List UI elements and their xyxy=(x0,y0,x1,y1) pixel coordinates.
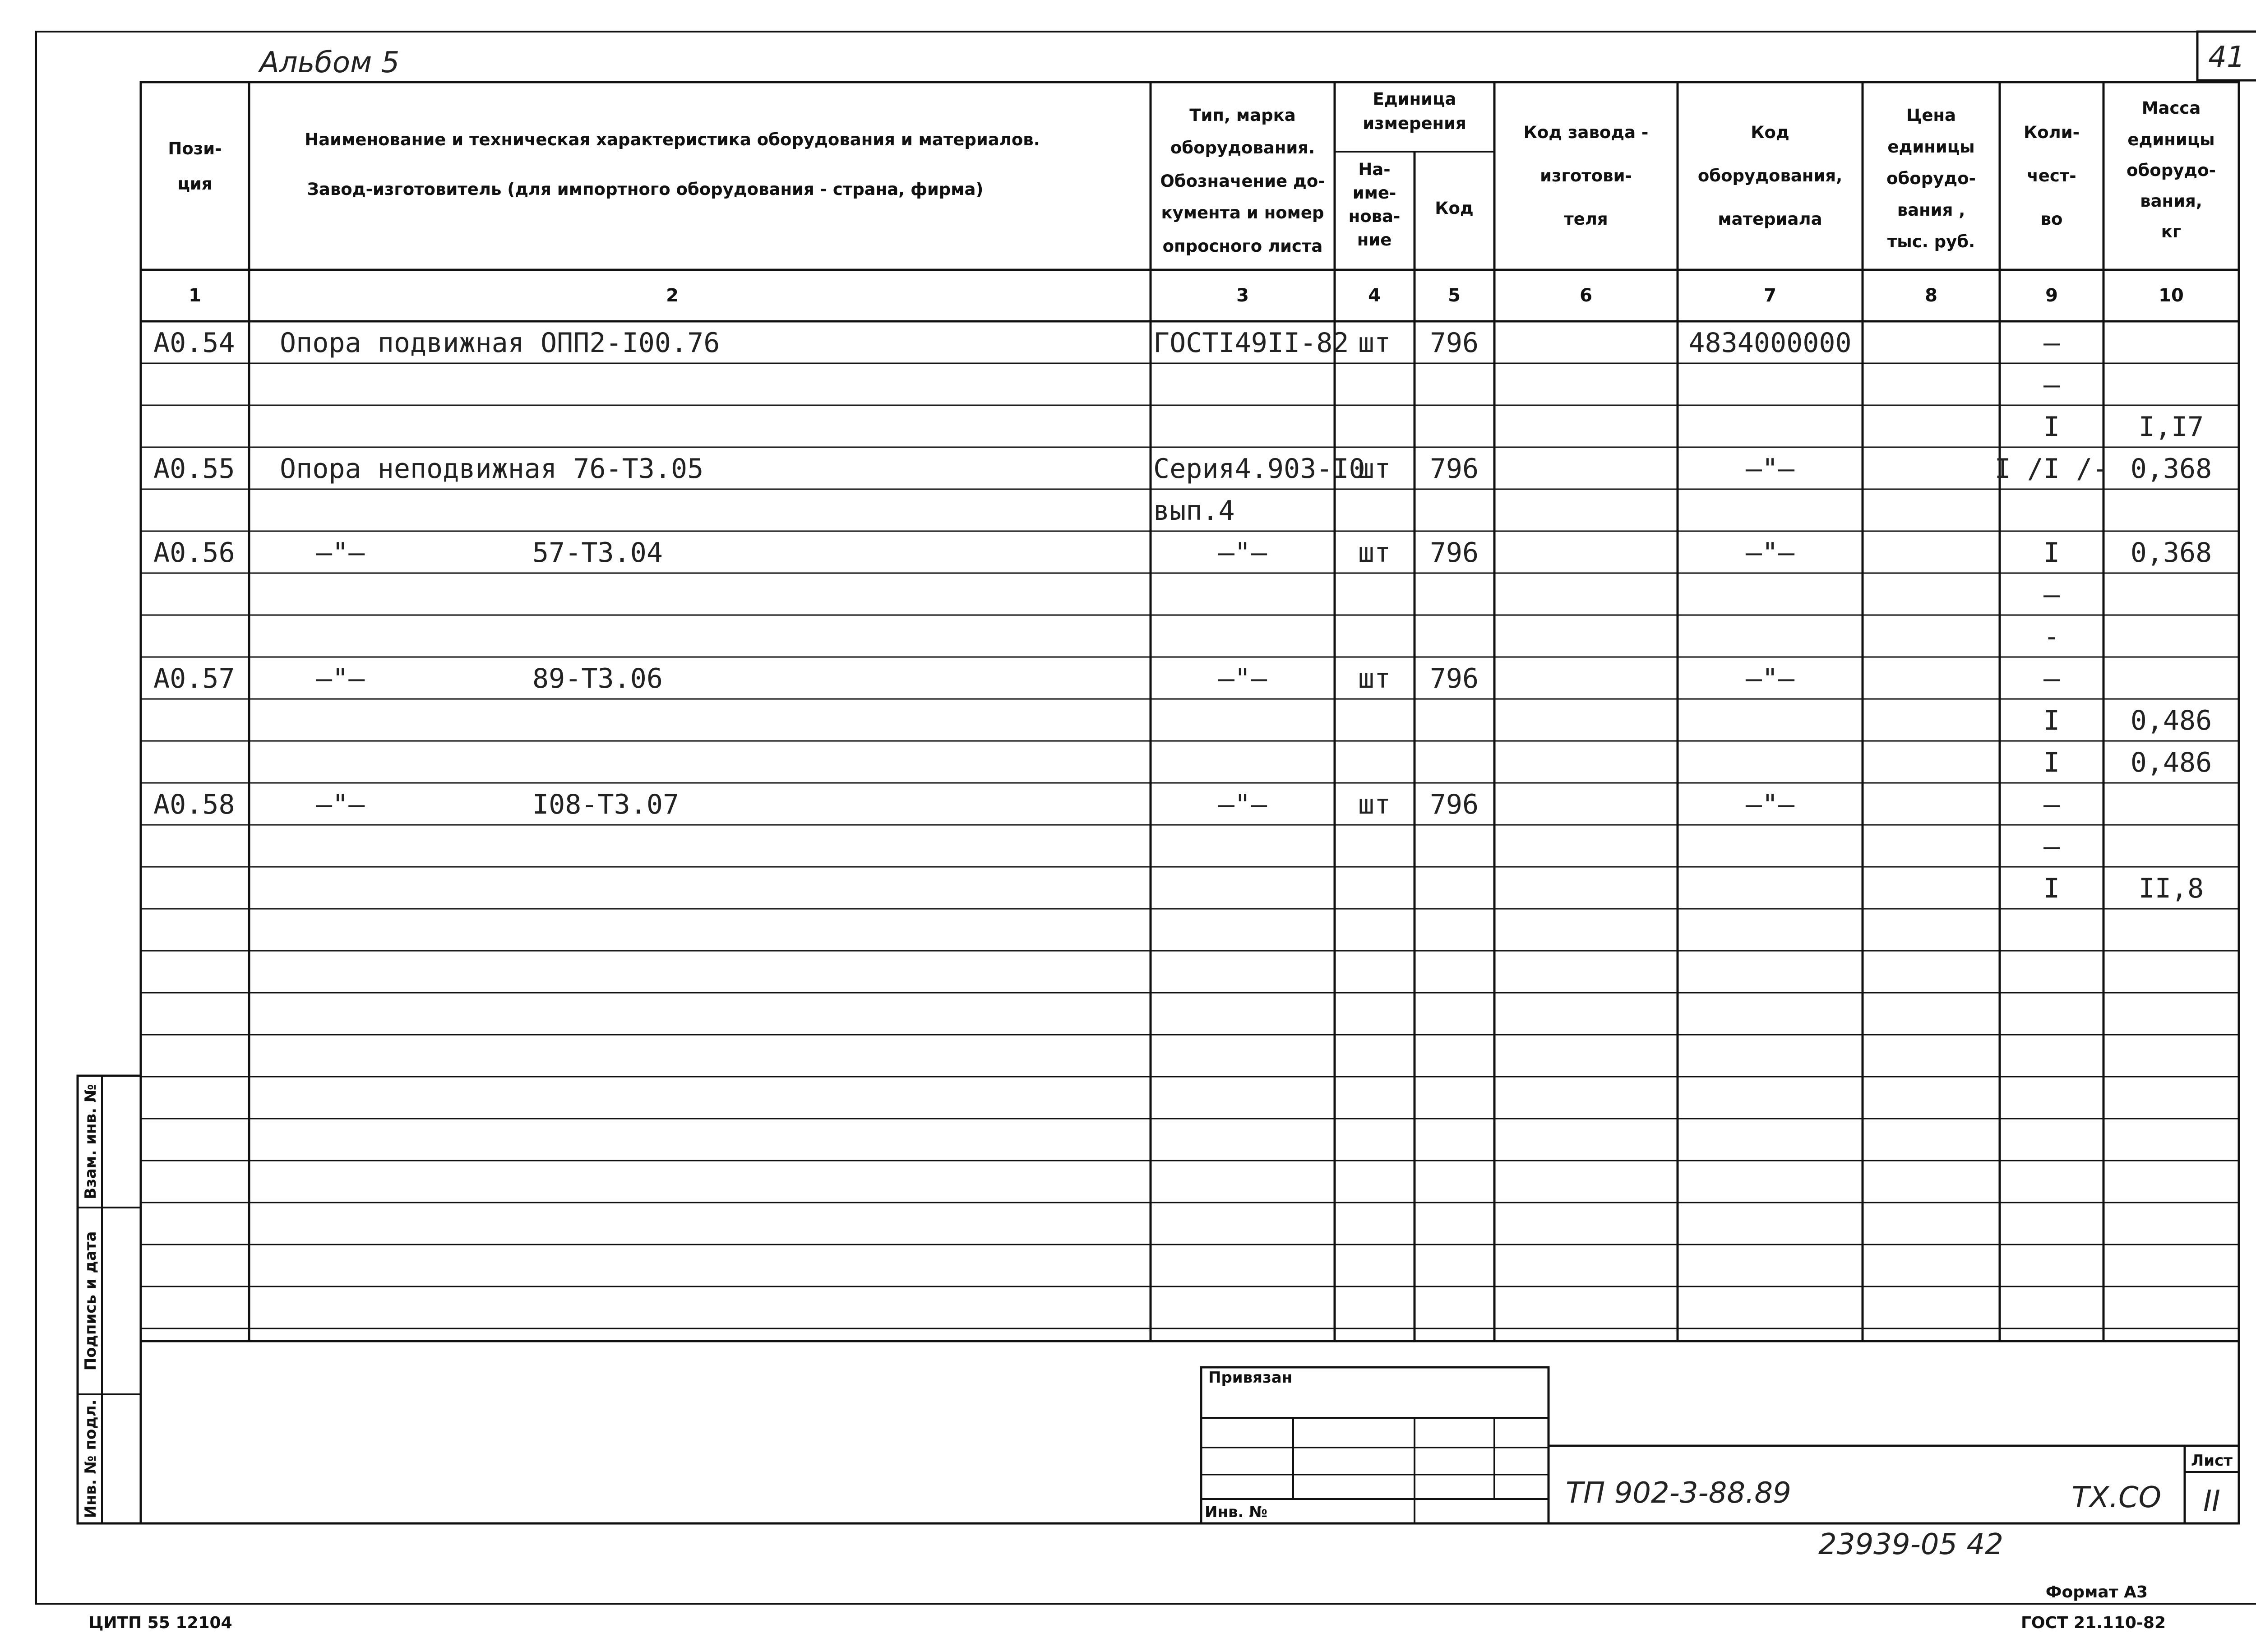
cell-position: А0.57 xyxy=(153,663,235,694)
hdr-c10-line4: вания, xyxy=(2140,191,2202,211)
cell-quantity: – xyxy=(2043,579,2060,611)
archive-number: 23939-05 42 xyxy=(1818,1528,2003,1561)
cell-material-code: –"– xyxy=(1745,789,1795,820)
hdr-c7-line1: Код xyxy=(1751,123,1789,142)
cell-mass: 0,486 xyxy=(2130,747,2212,778)
inv-label: Инв. № xyxy=(1205,1503,1268,1521)
column-numbers xyxy=(189,285,2184,306)
org-label: ЦИТП 55 12104 xyxy=(88,1614,232,1632)
format-label: Формат А3 xyxy=(2045,1583,2148,1601)
cell-name: 89-Т3.06 xyxy=(532,663,663,694)
cell-mass: 0,486 xyxy=(2130,705,2212,736)
cell-material-code: –"– xyxy=(1745,537,1795,569)
hdr-c2-line2: Завод-изготовитель (для импортного оборудования - страна, фирма) xyxy=(307,180,984,199)
cell-unit: шт xyxy=(1358,327,1391,359)
hdr-c10-line2: единицы xyxy=(2127,130,2215,149)
hdr-c3-line3: Обозначение до- xyxy=(1160,171,1325,191)
hdr-c8-line1: Цена xyxy=(1906,106,1956,125)
hdr-c6-line1: Код завода - xyxy=(1523,123,1649,142)
document-code: ТП 902-3-88.89 xyxy=(1566,1476,1791,1510)
cell-mass: II,8 xyxy=(2138,873,2204,904)
cell-unit: шт xyxy=(1358,537,1391,569)
cell-name-ditto: –"– xyxy=(316,789,365,820)
cell-quantity: – xyxy=(2043,789,2060,820)
colnum-2: 2 xyxy=(666,285,679,306)
colnum-8: 8 xyxy=(1925,285,1937,306)
cell-name: I08-Т3.07 xyxy=(532,789,680,820)
table-grid xyxy=(141,82,2239,1341)
hdr-c6-line3: теля xyxy=(1564,209,1608,229)
lower-frame xyxy=(141,1341,2239,1523)
hdr-c1-line1: Пози- xyxy=(168,139,222,158)
hdr-c4-line4: ние xyxy=(1357,230,1392,250)
cell-unit: шт xyxy=(1358,453,1391,485)
cell-name-ditto: –"– xyxy=(316,537,365,569)
attached-block xyxy=(1201,1367,1549,1523)
side-label-replacement: Взам. инв. № xyxy=(82,1084,100,1199)
hdr-c8-line2: единицы xyxy=(1887,137,1975,157)
cell-mass: I,I7 xyxy=(2138,411,2204,443)
cell-quantity: – xyxy=(2043,831,2060,862)
colnum-10: 10 xyxy=(2159,285,2184,306)
cell-position: А0.54 xyxy=(153,327,235,359)
cell-type: Серия4.903-I0 xyxy=(1153,453,1365,485)
cell-name: Опора неподвижная 76-Т3.05 xyxy=(280,453,704,485)
cell-quantity: - xyxy=(2043,621,2060,652)
side-label-signature: Подпись и дата xyxy=(82,1231,100,1371)
hdr-c9-line3: во xyxy=(2040,209,2063,229)
hdr-c9-line1: Коли- xyxy=(2023,123,2080,142)
cell-type: –"– xyxy=(1218,789,1267,820)
stamp-area xyxy=(141,1341,2239,1523)
cell-quantity: – xyxy=(2043,327,2060,359)
hdr-c3-line4: кумента и номер xyxy=(1161,203,1324,222)
table-header xyxy=(168,89,2216,256)
album-label: Альбом 5 xyxy=(259,46,400,79)
cell-quantity: I xyxy=(2043,873,2060,904)
cell-unit-code: 796 xyxy=(1429,789,1479,820)
hdr-c4-line2: име- xyxy=(1352,183,1396,203)
hdr-c3-line2: оборудования. xyxy=(1170,138,1315,157)
cell-mass: 0,368 xyxy=(2130,453,2212,485)
cell-unit-code: 796 xyxy=(1429,453,1479,485)
hdr-c8-line4: вания , xyxy=(1897,200,1965,220)
cell-unit-code: 796 xyxy=(1429,663,1479,694)
cell-mass: 0,368 xyxy=(2130,537,2212,569)
sheet-value: II xyxy=(2203,1485,2220,1518)
cell-position: А0.56 xyxy=(153,537,235,569)
hdr-c9-line2: чест- xyxy=(2027,166,2076,185)
colnum-9: 9 xyxy=(2045,285,2058,306)
hdr-c2-line1: Наименование и техническая характеристика оборудования и материалов. xyxy=(305,130,1040,149)
cell-name-ditto: –"– xyxy=(316,663,365,694)
colnum-4: 4 xyxy=(1368,285,1381,306)
cell-unit: шт xyxy=(1358,663,1391,694)
hdr-c4-line3: нова- xyxy=(1348,207,1401,226)
cell-name: Опора подвижная ОПП2-I00.76 xyxy=(280,327,720,359)
colnum-5: 5 xyxy=(1448,285,1461,306)
cell-type: вып.4 xyxy=(1153,495,1235,527)
hdr-c10-line1: Масса xyxy=(2141,98,2201,118)
hdr-c8-line5: тыс. руб. xyxy=(1887,232,1975,251)
hdr-c3-line5: опросного листа xyxy=(1162,236,1323,256)
cell-position: А0.58 xyxy=(153,789,235,820)
hdr-c10-line5: кг xyxy=(2161,222,2182,241)
cell-position: А0.55 xyxy=(153,453,235,485)
side-label-original: Инв. № подл. xyxy=(82,1399,100,1518)
colnum-1: 1 xyxy=(189,285,201,306)
cell-type: –"– xyxy=(1218,663,1267,694)
top-sheet-number: 41 xyxy=(2208,41,2245,74)
hdr-unit-line2: измерения xyxy=(1363,114,1466,133)
cell-unit: шт xyxy=(1358,789,1391,820)
cell-quantity: I xyxy=(2043,411,2060,443)
hdr-c5: Код xyxy=(1435,199,1474,218)
hdr-c7-line2: оборудования, xyxy=(1697,166,1843,185)
hdr-c6-line2: изготови- xyxy=(1540,166,1632,185)
cell-quantity: I xyxy=(2043,747,2060,778)
sheet-label: Лист xyxy=(2191,1452,2233,1470)
cell-type: ГОСТI49II-82 xyxy=(1153,327,1349,359)
cell-material-code: 4834000000 xyxy=(1688,327,1852,359)
cell-unit-code: 796 xyxy=(1429,537,1479,569)
hdr-c4-line1: На- xyxy=(1358,160,1391,179)
cell-quantity: – xyxy=(2043,663,2060,694)
hdr-c8-line3: оборудо- xyxy=(1886,169,1976,188)
cell-name: 57-Т3.04 xyxy=(532,537,663,569)
cell-type: –"– xyxy=(1218,537,1267,569)
cell-material-code: –"– xyxy=(1745,663,1795,694)
cell-quantity: I xyxy=(2043,537,2060,569)
colnum-6: 6 xyxy=(1580,285,1592,306)
attached-label: Привязан xyxy=(1208,1369,1293,1387)
colnum-7: 7 xyxy=(1764,285,1776,306)
cell-unit-code: 796 xyxy=(1429,327,1479,359)
hdr-c10-line3: оборудо- xyxy=(2127,161,2216,180)
cell-quantity: I /I /- xyxy=(1994,453,2109,485)
hdr-c7-line3: материала xyxy=(1718,209,1822,229)
section-code: ТХ.СО xyxy=(2071,1481,2161,1514)
hdr-c3-line1: Тип, марка xyxy=(1189,106,1296,125)
outer-frame xyxy=(36,32,2256,1604)
cell-quantity: – xyxy=(2043,369,2060,401)
cell-material-code: –"– xyxy=(1745,453,1795,485)
hdr-unit-line1: Единица xyxy=(1373,89,1456,109)
colnum-3: 3 xyxy=(1236,285,1249,306)
gost-label: ГОСТ 21.110-82 xyxy=(2020,1614,2166,1632)
cell-quantity: I xyxy=(2043,705,2060,736)
hdr-c1-line2: ция xyxy=(177,174,213,194)
